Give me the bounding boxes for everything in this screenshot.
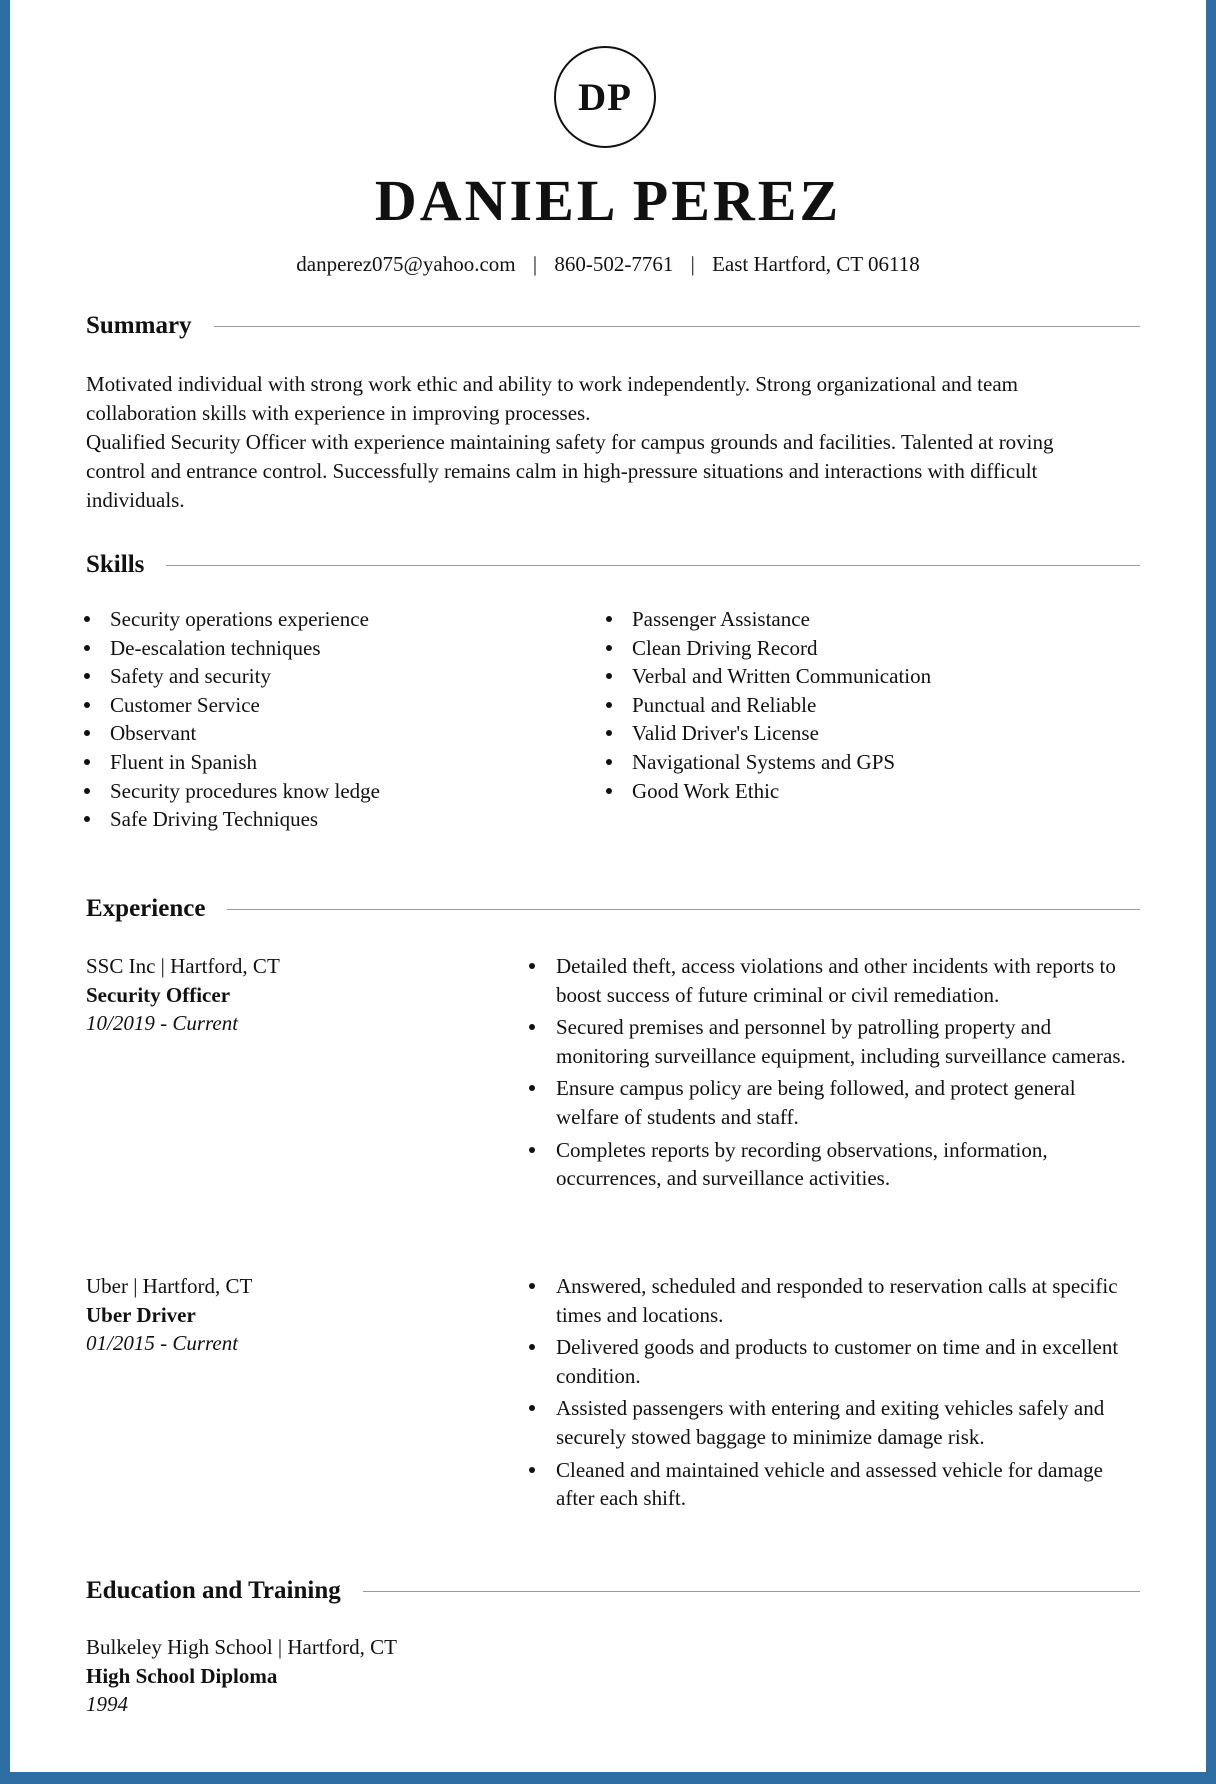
- education-section-header: [86, 1575, 1140, 1607]
- skill-item: Security operations experience: [84, 605, 380, 634]
- job-company: Uber | Hartford, CT: [86, 1274, 253, 1298]
- summary-paragraph: Motivated individual with strong work ethic and ability to work independently. Strong organizational and team collaboration skills with experience in improving processes.: [86, 372, 1018, 425]
- candidate-name: DANIEL PEREZ: [374, 168, 842, 233]
- section-divider: [363, 1591, 1140, 1592]
- job-bullets: [526, 952, 1126, 1197]
- job-bullets: [526, 1272, 1126, 1517]
- job-meta: [86, 1272, 486, 1358]
- experience-section-header: [86, 893, 1140, 925]
- skills-list-left: [84, 605, 380, 834]
- skill-item: Good Work Ethic: [606, 777, 931, 806]
- section-divider: [214, 326, 1140, 327]
- skill-item: Safe Driving Techniques: [84, 805, 380, 834]
- skill-item: Observant: [84, 719, 380, 748]
- summary-body: [86, 370, 1106, 515]
- job-bullet: Assisted passengers with entering and exiting vehicles safely and securely stowed baggage to minimize damage risk.: [526, 1394, 1126, 1451]
- skill-item: Verbal and Written Communication: [606, 662, 931, 691]
- contact-separator: |: [532, 252, 538, 276]
- job-bullet: Ensure campus policy are being followed, and protect general welfare of students and staff.: [526, 1074, 1126, 1131]
- skills-list-right: [606, 605, 931, 805]
- contact-line: [10, 250, 1206, 278]
- job-meta: [86, 952, 486, 1038]
- section-divider: [166, 565, 1140, 566]
- experience-heading: Experience: [86, 895, 206, 922]
- job-bullet: Answered, scheduled and responded to reservation calls at specific times and locations.: [526, 1272, 1126, 1329]
- monogram-badge: [554, 46, 656, 148]
- contact-email: danperez075@yahoo.com: [296, 252, 516, 276]
- job-bullet: Cleaned and maintained vehicle and assessed vehicle for damage after each shift.: [526, 1456, 1126, 1513]
- skill-item: Passenger Assistance: [606, 605, 931, 634]
- job-company: SSC Inc | Hartford, CT: [86, 954, 280, 978]
- summary-heading: Summary: [86, 312, 192, 339]
- education-entry: [86, 1633, 397, 1719]
- education-heading: Education and Training: [86, 1577, 341, 1604]
- education-degree: High School Diploma: [86, 1663, 278, 1688]
- skill-item: Security procedures know ledge: [84, 777, 380, 806]
- contact-location: East Hartford, CT 06118: [712, 252, 920, 276]
- skill-item: De-escalation techniques: [84, 634, 380, 663]
- skills-heading: Skills: [86, 551, 145, 578]
- job-bullet: Completes reports by recording observations, information, occurrences, and surveillance activities.: [526, 1136, 1126, 1193]
- job-dates: 01/2015 - Current: [86, 1331, 239, 1356]
- monogram-initials: DP: [578, 75, 632, 119]
- skill-item: Safety and security: [84, 662, 380, 691]
- skill-item: Valid Driver's License: [606, 719, 931, 748]
- skill-item: Punctual and Reliable: [606, 691, 931, 720]
- job-bullet: Detailed theft, access violations and other incidents with reports to boost success of future criminal or civil remediation.: [526, 952, 1126, 1009]
- job-dates: 10/2019 - Current: [86, 1011, 239, 1036]
- skill-item: Clean Driving Record: [606, 634, 931, 663]
- skill-item: Customer Service: [84, 691, 380, 720]
- job-bullet: Delivered goods and products to customer on time and in excellent condition.: [526, 1333, 1126, 1390]
- section-divider: [227, 909, 1140, 910]
- job-title: Security Officer: [86, 982, 231, 1007]
- skill-item: Navigational Systems and GPS: [606, 748, 931, 777]
- job-title: Uber Driver: [86, 1302, 196, 1327]
- contact-phone: 860-502-7761: [554, 252, 674, 276]
- resume-page: [10, 0, 1206, 1772]
- education-year: 1994: [86, 1692, 128, 1717]
- contact-separator: |: [690, 252, 695, 276]
- summary-section-header: [86, 310, 1140, 342]
- job-bullet: Secured premises and personnel by patrolling property and monitoring surveillance equipment, including surveillance cameras.: [526, 1013, 1126, 1070]
- skill-item: Fluent in Spanish: [84, 748, 380, 777]
- summary-paragraph: Qualified Security Officer with experience maintaining safety for campus grounds and facilities. Talented at roving control and entrance control. Successfully remains calm in high-pressure situations and interactions with difficult individuals.: [86, 430, 1054, 512]
- skills-section-header: [86, 549, 1140, 581]
- education-school: Bulkeley High School | Hartford, CT: [86, 1635, 397, 1659]
